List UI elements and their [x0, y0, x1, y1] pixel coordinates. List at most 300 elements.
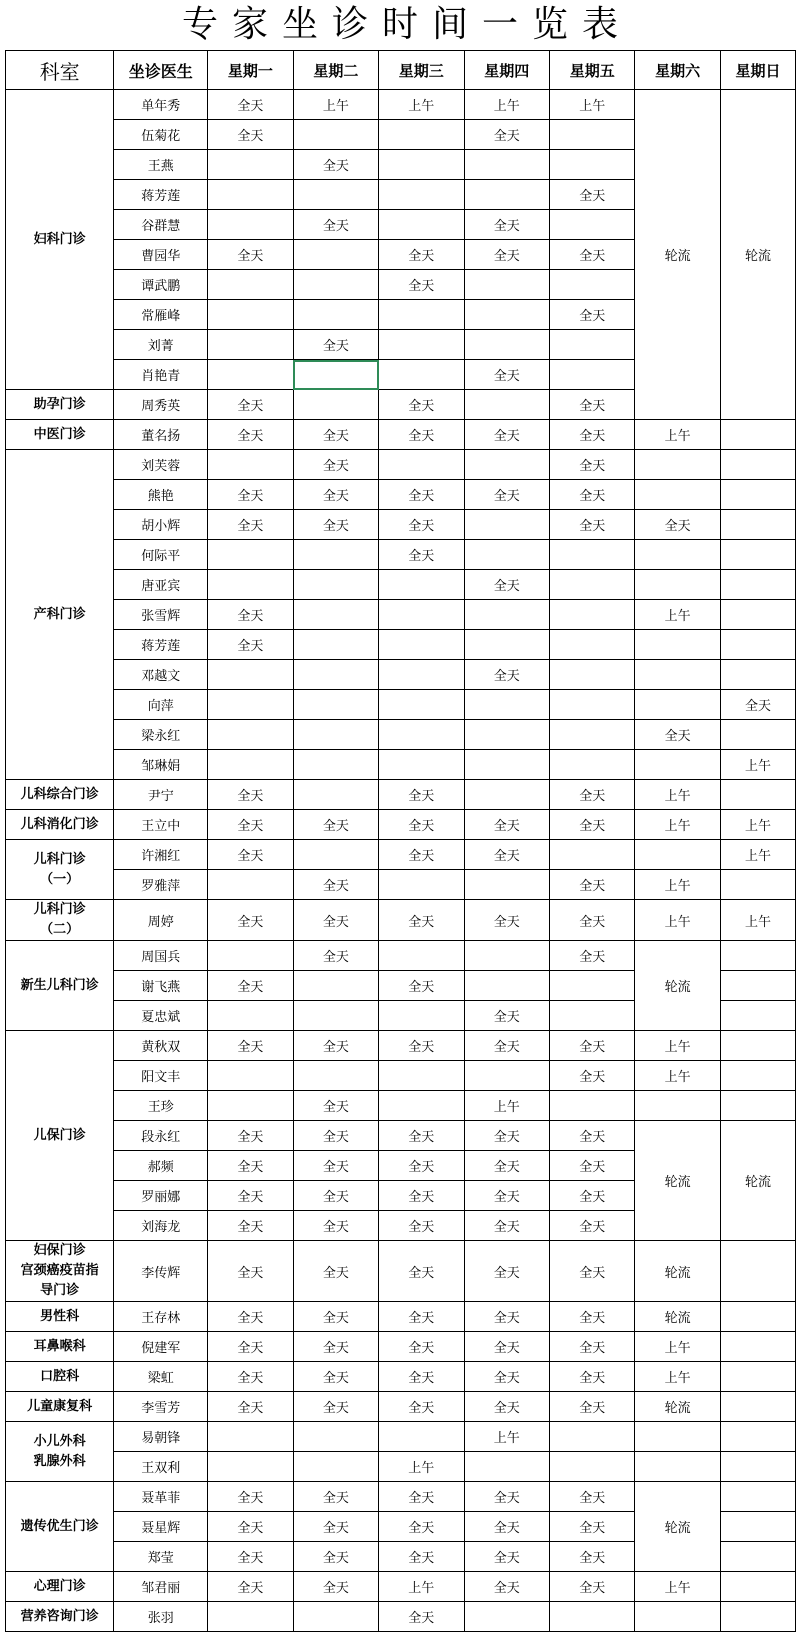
- schedule-cell[interactable]: [549, 750, 634, 780]
- schedule-cell[interactable]: 全天: [379, 1482, 464, 1512]
- schedule-cell[interactable]: [720, 600, 795, 630]
- schedule-cell[interactable]: [635, 570, 720, 600]
- schedule-cell[interactable]: 全天: [379, 390, 464, 420]
- schedule-cell[interactable]: [549, 270, 634, 300]
- schedule-cell[interactable]: 轮流: [635, 1241, 720, 1302]
- schedule-cell[interactable]: 全天: [208, 1181, 293, 1211]
- schedule-cell[interactable]: [549, 630, 634, 660]
- schedule-cell[interactable]: 全天: [549, 1241, 634, 1302]
- schedule-cell[interactable]: [293, 660, 378, 690]
- schedule-cell[interactable]: 全天: [208, 1241, 293, 1302]
- schedule-cell[interactable]: 上午: [635, 1332, 720, 1362]
- schedule-cell[interactable]: [720, 1452, 795, 1482]
- schedule-cell[interactable]: [549, 1452, 634, 1482]
- schedule-cell[interactable]: 轮流: [635, 1392, 720, 1422]
- doctor-cell[interactable]: 王立中: [114, 810, 208, 840]
- schedule-cell[interactable]: [464, 720, 549, 750]
- schedule-cell[interactable]: [720, 1512, 795, 1542]
- schedule-cell[interactable]: [208, 300, 293, 330]
- schedule-cell[interactable]: 全天: [293, 1512, 378, 1542]
- schedule-cell[interactable]: 全天: [379, 810, 464, 840]
- schedule-cell[interactable]: 全天: [379, 510, 464, 540]
- schedule-cell[interactable]: 全天: [208, 390, 293, 420]
- schedule-cell[interactable]: 全天: [464, 900, 549, 941]
- schedule-cell[interactable]: 上午: [720, 750, 795, 780]
- schedule-cell[interactable]: [293, 780, 378, 810]
- schedule-cell[interactable]: [720, 780, 795, 810]
- schedule-cell[interactable]: 全天: [549, 1512, 634, 1542]
- schedule-cell[interactable]: [464, 540, 549, 570]
- schedule-cell[interactable]: 全天: [208, 90, 293, 120]
- doctor-cell[interactable]: 李雪芳: [114, 1392, 208, 1422]
- schedule-cell[interactable]: 上午: [379, 1452, 464, 1482]
- schedule-cell[interactable]: [635, 750, 720, 780]
- schedule-cell[interactable]: [379, 1091, 464, 1121]
- schedule-cell[interactable]: 全天: [464, 1181, 549, 1211]
- schedule-cell[interactable]: [549, 720, 634, 750]
- schedule-cell[interactable]: 全天: [464, 1151, 549, 1181]
- schedule-cell[interactable]: 全天: [464, 240, 549, 270]
- schedule-cell[interactable]: 全天: [379, 840, 464, 870]
- schedule-cell[interactable]: 轮流: [720, 1121, 795, 1241]
- schedule-cell[interactable]: [720, 1392, 795, 1422]
- schedule-cell[interactable]: 全天: [379, 270, 464, 300]
- schedule-cell[interactable]: 全天: [549, 1482, 634, 1512]
- schedule-cell[interactable]: 全天: [379, 971, 464, 1001]
- doctor-cell[interactable]: 曹园华: [114, 240, 208, 270]
- schedule-cell[interactable]: [464, 300, 549, 330]
- schedule-cell[interactable]: 全天: [549, 1151, 634, 1181]
- schedule-cell[interactable]: [379, 450, 464, 480]
- doctor-cell[interactable]: 刘海龙: [114, 1211, 208, 1241]
- schedule-cell[interactable]: [464, 630, 549, 660]
- department-cell[interactable]: 营养咨询门诊: [6, 1602, 114, 1632]
- schedule-cell[interactable]: 全天: [208, 1512, 293, 1542]
- schedule-cell[interactable]: [549, 540, 634, 570]
- schedule-cell[interactable]: 轮流: [635, 941, 720, 1031]
- schedule-cell[interactable]: 全天: [464, 1542, 549, 1572]
- schedule-cell[interactable]: 全天: [464, 810, 549, 840]
- schedule-cell[interactable]: [549, 1602, 634, 1632]
- schedule-cell[interactable]: [720, 1061, 795, 1091]
- schedule-cell[interactable]: [379, 570, 464, 600]
- department-cell[interactable]: 儿科综合门诊: [6, 780, 114, 810]
- schedule-cell[interactable]: 全天: [464, 1001, 549, 1031]
- schedule-cell[interactable]: 全天: [464, 1512, 549, 1542]
- schedule-cell[interactable]: 全天: [549, 1542, 634, 1572]
- schedule-cell[interactable]: 全天: [549, 300, 634, 330]
- schedule-cell[interactable]: [379, 600, 464, 630]
- doctor-cell[interactable]: 倪建军: [114, 1332, 208, 1362]
- schedule-cell[interactable]: [293, 1602, 378, 1632]
- department-cell[interactable]: 心理门诊: [6, 1572, 114, 1602]
- doctor-cell[interactable]: 黄秋双: [114, 1031, 208, 1061]
- schedule-cell[interactable]: 全天: [208, 120, 293, 150]
- schedule-cell[interactable]: 全天: [379, 1151, 464, 1181]
- schedule-cell[interactable]: [293, 360, 378, 390]
- doctor-cell[interactable]: 刘菁: [114, 330, 208, 360]
- schedule-cell[interactable]: 全天: [379, 540, 464, 570]
- schedule-cell[interactable]: 全天: [464, 1121, 549, 1151]
- department-cell[interactable]: 儿科门诊 （二）: [6, 900, 114, 941]
- doctor-cell[interactable]: 郝频: [114, 1151, 208, 1181]
- schedule-cell[interactable]: 全天: [464, 840, 549, 870]
- schedule-cell[interactable]: [208, 360, 293, 390]
- doctor-cell[interactable]: 邹琳娟: [114, 750, 208, 780]
- schedule-cell[interactable]: [720, 630, 795, 660]
- schedule-cell[interactable]: 全天: [379, 1602, 464, 1632]
- header-sunday[interactable]: 星期日: [720, 51, 795, 90]
- department-cell[interactable]: 儿保门诊: [6, 1031, 114, 1241]
- schedule-cell[interactable]: 全天: [549, 1362, 634, 1392]
- schedule-cell[interactable]: 轮流: [635, 1121, 720, 1241]
- schedule-cell[interactable]: 上午: [379, 1572, 464, 1602]
- schedule-cell[interactable]: 全天: [208, 1302, 293, 1332]
- department-cell[interactable]: 助孕门诊: [6, 390, 114, 420]
- schedule-cell[interactable]: [549, 360, 634, 390]
- schedule-cell[interactable]: 全天: [293, 1181, 378, 1211]
- schedule-cell[interactable]: 全天: [464, 120, 549, 150]
- schedule-cell[interactable]: [464, 750, 549, 780]
- schedule-cell[interactable]: [720, 660, 795, 690]
- schedule-cell[interactable]: [464, 600, 549, 630]
- schedule-cell[interactable]: 全天: [549, 870, 634, 900]
- schedule-cell[interactable]: 全天: [208, 1572, 293, 1602]
- doctor-cell[interactable]: 尹宁: [114, 780, 208, 810]
- schedule-cell[interactable]: 全天: [549, 1572, 634, 1602]
- schedule-cell[interactable]: 全天: [379, 1332, 464, 1362]
- schedule-cell[interactable]: 全天: [208, 1482, 293, 1512]
- schedule-cell[interactable]: [464, 270, 549, 300]
- schedule-cell[interactable]: 全天: [293, 1302, 378, 1332]
- schedule-cell[interactable]: 全天: [549, 1211, 634, 1241]
- schedule-cell[interactable]: [208, 270, 293, 300]
- doctor-cell[interactable]: 邓越文: [114, 660, 208, 690]
- schedule-cell[interactable]: 全天: [379, 1362, 464, 1392]
- schedule-cell[interactable]: [549, 570, 634, 600]
- schedule-cell[interactable]: 全天: [293, 480, 378, 510]
- schedule-cell[interactable]: [635, 540, 720, 570]
- schedule-cell[interactable]: [379, 690, 464, 720]
- schedule-cell[interactable]: 全天: [635, 510, 720, 540]
- schedule-cell[interactable]: 全天: [549, 780, 634, 810]
- schedule-cell[interactable]: 全天: [293, 1332, 378, 1362]
- schedule-cell[interactable]: [464, 1452, 549, 1482]
- schedule-cell[interactable]: 全天: [293, 450, 378, 480]
- schedule-cell[interactable]: [208, 1422, 293, 1452]
- doctor-cell[interactable]: 周国兵: [114, 941, 208, 971]
- schedule-cell[interactable]: [208, 660, 293, 690]
- schedule-cell[interactable]: 全天: [293, 1031, 378, 1061]
- header-department[interactable]: 科室: [6, 51, 114, 90]
- doctor-cell[interactable]: 张羽: [114, 1602, 208, 1632]
- doctor-cell[interactable]: 邹君丽: [114, 1572, 208, 1602]
- schedule-cell[interactable]: 全天: [549, 900, 634, 941]
- schedule-cell[interactable]: [293, 240, 378, 270]
- schedule-cell[interactable]: 全天: [293, 900, 378, 941]
- header-saturday[interactable]: 星期六: [635, 51, 720, 90]
- schedule-cell[interactable]: 全天: [464, 420, 549, 450]
- department-cell[interactable]: 儿童康复科: [6, 1392, 114, 1422]
- schedule-cell[interactable]: 上午: [635, 780, 720, 810]
- department-cell[interactable]: 耳鼻喉科: [6, 1332, 114, 1362]
- doctor-cell[interactable]: 王燕: [114, 150, 208, 180]
- schedule-cell[interactable]: 全天: [549, 1121, 634, 1151]
- schedule-cell[interactable]: [293, 750, 378, 780]
- header-monday[interactable]: 星期一: [208, 51, 293, 90]
- schedule-cell[interactable]: 轮流: [635, 90, 720, 420]
- department-cell[interactable]: 妇科门诊: [6, 90, 114, 390]
- schedule-cell[interactable]: 全天: [293, 210, 378, 240]
- doctor-cell[interactable]: 段永红: [114, 1121, 208, 1151]
- schedule-cell[interactable]: 全天: [379, 240, 464, 270]
- schedule-cell[interactable]: 上午: [635, 1061, 720, 1091]
- doctor-cell[interactable]: 董名扬: [114, 420, 208, 450]
- doctor-cell[interactable]: 向萍: [114, 690, 208, 720]
- doctor-cell[interactable]: 罗丽娜: [114, 1181, 208, 1211]
- schedule-cell[interactable]: [379, 330, 464, 360]
- doctor-cell[interactable]: 聂革菲: [114, 1482, 208, 1512]
- schedule-cell[interactable]: 全天: [293, 510, 378, 540]
- schedule-cell[interactable]: 全天: [549, 390, 634, 420]
- schedule-cell[interactable]: [208, 870, 293, 900]
- schedule-cell[interactable]: 全天: [293, 1542, 378, 1572]
- schedule-cell[interactable]: 全天: [208, 780, 293, 810]
- schedule-cell[interactable]: [635, 480, 720, 510]
- schedule-cell[interactable]: 轮流: [635, 1302, 720, 1332]
- schedule-cell[interactable]: 全天: [293, 1362, 378, 1392]
- schedule-cell[interactable]: [379, 660, 464, 690]
- doctor-cell[interactable]: 谢飞燕: [114, 971, 208, 1001]
- schedule-cell[interactable]: [549, 971, 634, 1001]
- schedule-cell[interactable]: 全天: [379, 1031, 464, 1061]
- doctor-cell[interactable]: 王存林: [114, 1302, 208, 1332]
- schedule-cell[interactable]: 全天: [293, 1392, 378, 1422]
- schedule-cell[interactable]: 全天: [464, 1302, 549, 1332]
- schedule-cell[interactable]: 全天: [293, 150, 378, 180]
- schedule-cell[interactable]: 上午: [635, 1362, 720, 1392]
- schedule-cell[interactable]: [293, 300, 378, 330]
- schedule-cell[interactable]: 上午: [720, 810, 795, 840]
- schedule-cell[interactable]: 全天: [293, 1151, 378, 1181]
- header-tuesday[interactable]: 星期二: [293, 51, 378, 90]
- schedule-cell[interactable]: [208, 150, 293, 180]
- schedule-cell[interactable]: 全天: [208, 1031, 293, 1061]
- doctor-cell[interactable]: 谭武鹏: [114, 270, 208, 300]
- schedule-cell[interactable]: 全天: [635, 720, 720, 750]
- doctor-cell[interactable]: 王双利: [114, 1452, 208, 1482]
- schedule-cell[interactable]: [720, 540, 795, 570]
- schedule-cell[interactable]: 全天: [464, 1482, 549, 1512]
- department-cell[interactable]: 新生儿科门诊: [6, 941, 114, 1031]
- schedule-cell[interactable]: [208, 1061, 293, 1091]
- schedule-cell[interactable]: [379, 1422, 464, 1452]
- schedule-cell[interactable]: [635, 1602, 720, 1632]
- schedule-cell[interactable]: [635, 840, 720, 870]
- schedule-cell[interactable]: 全天: [464, 1211, 549, 1241]
- schedule-cell[interactable]: 全天: [293, 1482, 378, 1512]
- schedule-cell[interactable]: [293, 840, 378, 870]
- schedule-cell[interactable]: 上午: [635, 1572, 720, 1602]
- schedule-cell[interactable]: [464, 971, 549, 1001]
- department-cell[interactable]: 遗传优生门诊: [6, 1482, 114, 1572]
- schedule-cell[interactable]: [720, 941, 795, 971]
- schedule-cell[interactable]: [549, 330, 634, 360]
- schedule-cell[interactable]: [464, 180, 549, 210]
- schedule-cell[interactable]: 上午: [464, 1422, 549, 1452]
- schedule-cell[interactable]: 全天: [293, 870, 378, 900]
- schedule-cell[interactable]: [464, 390, 549, 420]
- schedule-cell[interactable]: [293, 600, 378, 630]
- schedule-cell[interactable]: 全天: [208, 971, 293, 1001]
- doctor-cell[interactable]: 许湘红: [114, 840, 208, 870]
- schedule-cell[interactable]: [293, 270, 378, 300]
- schedule-cell[interactable]: 全天: [549, 941, 634, 971]
- schedule-cell[interactable]: 全天: [464, 360, 549, 390]
- schedule-cell[interactable]: [293, 1061, 378, 1091]
- schedule-cell[interactable]: 全天: [208, 900, 293, 941]
- schedule-cell[interactable]: [549, 1091, 634, 1121]
- schedule-cell[interactable]: 全天: [208, 420, 293, 450]
- schedule-cell[interactable]: 全天: [208, 1542, 293, 1572]
- schedule-cell[interactable]: [720, 1572, 795, 1602]
- schedule-cell[interactable]: [635, 1422, 720, 1452]
- doctor-cell[interactable]: 梁虹: [114, 1362, 208, 1392]
- schedule-cell[interactable]: 上午: [293, 90, 378, 120]
- schedule-cell[interactable]: [379, 180, 464, 210]
- department-cell[interactable]: 中医门诊: [6, 420, 114, 450]
- schedule-cell[interactable]: [293, 1422, 378, 1452]
- schedule-cell[interactable]: [549, 210, 634, 240]
- schedule-cell[interactable]: [549, 120, 634, 150]
- doctor-cell[interactable]: 夏忠斌: [114, 1001, 208, 1031]
- schedule-cell[interactable]: 全天: [549, 810, 634, 840]
- schedule-cell[interactable]: 全天: [379, 480, 464, 510]
- schedule-cell[interactable]: 全天: [549, 1392, 634, 1422]
- schedule-cell[interactable]: 上午: [720, 900, 795, 941]
- schedule-cell[interactable]: 全天: [208, 810, 293, 840]
- schedule-cell[interactable]: [208, 720, 293, 750]
- schedule-cell[interactable]: [464, 510, 549, 540]
- doctor-cell[interactable]: 梁永红: [114, 720, 208, 750]
- schedule-cell[interactable]: [635, 1091, 720, 1121]
- schedule-cell[interactable]: 全天: [464, 1031, 549, 1061]
- doctor-cell[interactable]: 唐亚宾: [114, 570, 208, 600]
- header-friday[interactable]: 星期五: [549, 51, 634, 90]
- schedule-cell[interactable]: 全天: [208, 1121, 293, 1151]
- schedule-cell[interactable]: [293, 180, 378, 210]
- schedule-cell[interactable]: [208, 180, 293, 210]
- schedule-cell[interactable]: [720, 1482, 795, 1512]
- schedule-cell[interactable]: [720, 420, 795, 450]
- schedule-cell[interactable]: 全天: [549, 510, 634, 540]
- department-cell[interactable]: 口腔科: [6, 1362, 114, 1392]
- header-thursday[interactable]: 星期四: [464, 51, 549, 90]
- doctor-cell[interactable]: 王珍: [114, 1091, 208, 1121]
- schedule-cell[interactable]: [293, 120, 378, 150]
- schedule-cell[interactable]: [720, 1602, 795, 1632]
- header-doctor[interactable]: 坐诊医生: [114, 51, 208, 90]
- schedule-cell[interactable]: [208, 540, 293, 570]
- schedule-cell[interactable]: [379, 360, 464, 390]
- schedule-cell[interactable]: [464, 330, 549, 360]
- schedule-cell[interactable]: [293, 540, 378, 570]
- doctor-cell[interactable]: 周秀英: [114, 390, 208, 420]
- schedule-cell[interactable]: [379, 1001, 464, 1031]
- schedule-cell[interactable]: [720, 1091, 795, 1121]
- schedule-cell[interactable]: 上午: [635, 870, 720, 900]
- schedule-cell[interactable]: 全天: [293, 941, 378, 971]
- doctor-cell[interactable]: 聂星辉: [114, 1512, 208, 1542]
- schedule-cell[interactable]: [720, 1422, 795, 1452]
- schedule-cell[interactable]: [635, 630, 720, 660]
- schedule-cell[interactable]: 全天: [379, 780, 464, 810]
- schedule-cell[interactable]: 全天: [293, 1241, 378, 1302]
- schedule-cell[interactable]: 全天: [549, 480, 634, 510]
- schedule-cell[interactable]: [208, 750, 293, 780]
- schedule-cell[interactable]: 全天: [464, 1362, 549, 1392]
- schedule-cell[interactable]: 全天: [379, 1302, 464, 1332]
- schedule-cell[interactable]: 上午: [635, 810, 720, 840]
- schedule-cell[interactable]: 上午: [635, 900, 720, 941]
- schedule-cell[interactable]: [208, 1452, 293, 1482]
- schedule-cell[interactable]: 全天: [464, 480, 549, 510]
- schedule-cell[interactable]: 全天: [379, 1121, 464, 1151]
- doctor-cell[interactable]: 单年秀: [114, 90, 208, 120]
- schedule-cell[interactable]: 全天: [464, 210, 549, 240]
- schedule-cell[interactable]: 上午: [464, 90, 549, 120]
- schedule-cell[interactable]: [720, 870, 795, 900]
- schedule-cell[interactable]: 全天: [208, 840, 293, 870]
- schedule-cell[interactable]: [549, 840, 634, 870]
- doctor-cell[interactable]: 肖艳青: [114, 360, 208, 390]
- doctor-cell[interactable]: 张雪辉: [114, 600, 208, 630]
- schedule-cell[interactable]: 全天: [208, 1151, 293, 1181]
- schedule-cell[interactable]: 全天: [379, 1211, 464, 1241]
- doctor-cell[interactable]: 刘芙蓉: [114, 450, 208, 480]
- schedule-cell[interactable]: [720, 480, 795, 510]
- schedule-cell[interactable]: [549, 1001, 634, 1031]
- schedule-cell[interactable]: [720, 1241, 795, 1302]
- schedule-cell[interactable]: 全天: [379, 900, 464, 941]
- schedule-cell[interactable]: 全天: [293, 1121, 378, 1151]
- schedule-cell[interactable]: 全天: [549, 1332, 634, 1362]
- doctor-cell[interactable]: 郑莹: [114, 1542, 208, 1572]
- schedule-cell[interactable]: [720, 450, 795, 480]
- schedule-cell[interactable]: 上午: [635, 600, 720, 630]
- schedule-cell[interactable]: [464, 780, 549, 810]
- schedule-cell[interactable]: [379, 750, 464, 780]
- schedule-cell[interactable]: 全天: [208, 1362, 293, 1392]
- schedule-cell[interactable]: [208, 690, 293, 720]
- schedule-cell[interactable]: [635, 1452, 720, 1482]
- schedule-cell[interactable]: [208, 1602, 293, 1632]
- schedule-cell[interactable]: [720, 1542, 795, 1572]
- schedule-cell[interactable]: [720, 1031, 795, 1061]
- schedule-cell[interactable]: 全天: [293, 1572, 378, 1602]
- schedule-cell[interactable]: 上午: [379, 90, 464, 120]
- doctor-cell[interactable]: 常雁峰: [114, 300, 208, 330]
- schedule-cell[interactable]: 全天: [379, 1241, 464, 1302]
- department-cell[interactable]: 小儿外科 乳腺外科: [6, 1422, 114, 1482]
- schedule-cell[interactable]: 全天: [208, 600, 293, 630]
- header-wednesday[interactable]: 星期三: [379, 51, 464, 90]
- schedule-cell[interactable]: 全天: [208, 1332, 293, 1362]
- schedule-cell[interactable]: [293, 570, 378, 600]
- schedule-cell[interactable]: [549, 150, 634, 180]
- schedule-cell[interactable]: [720, 720, 795, 750]
- schedule-cell[interactable]: 全天: [720, 690, 795, 720]
